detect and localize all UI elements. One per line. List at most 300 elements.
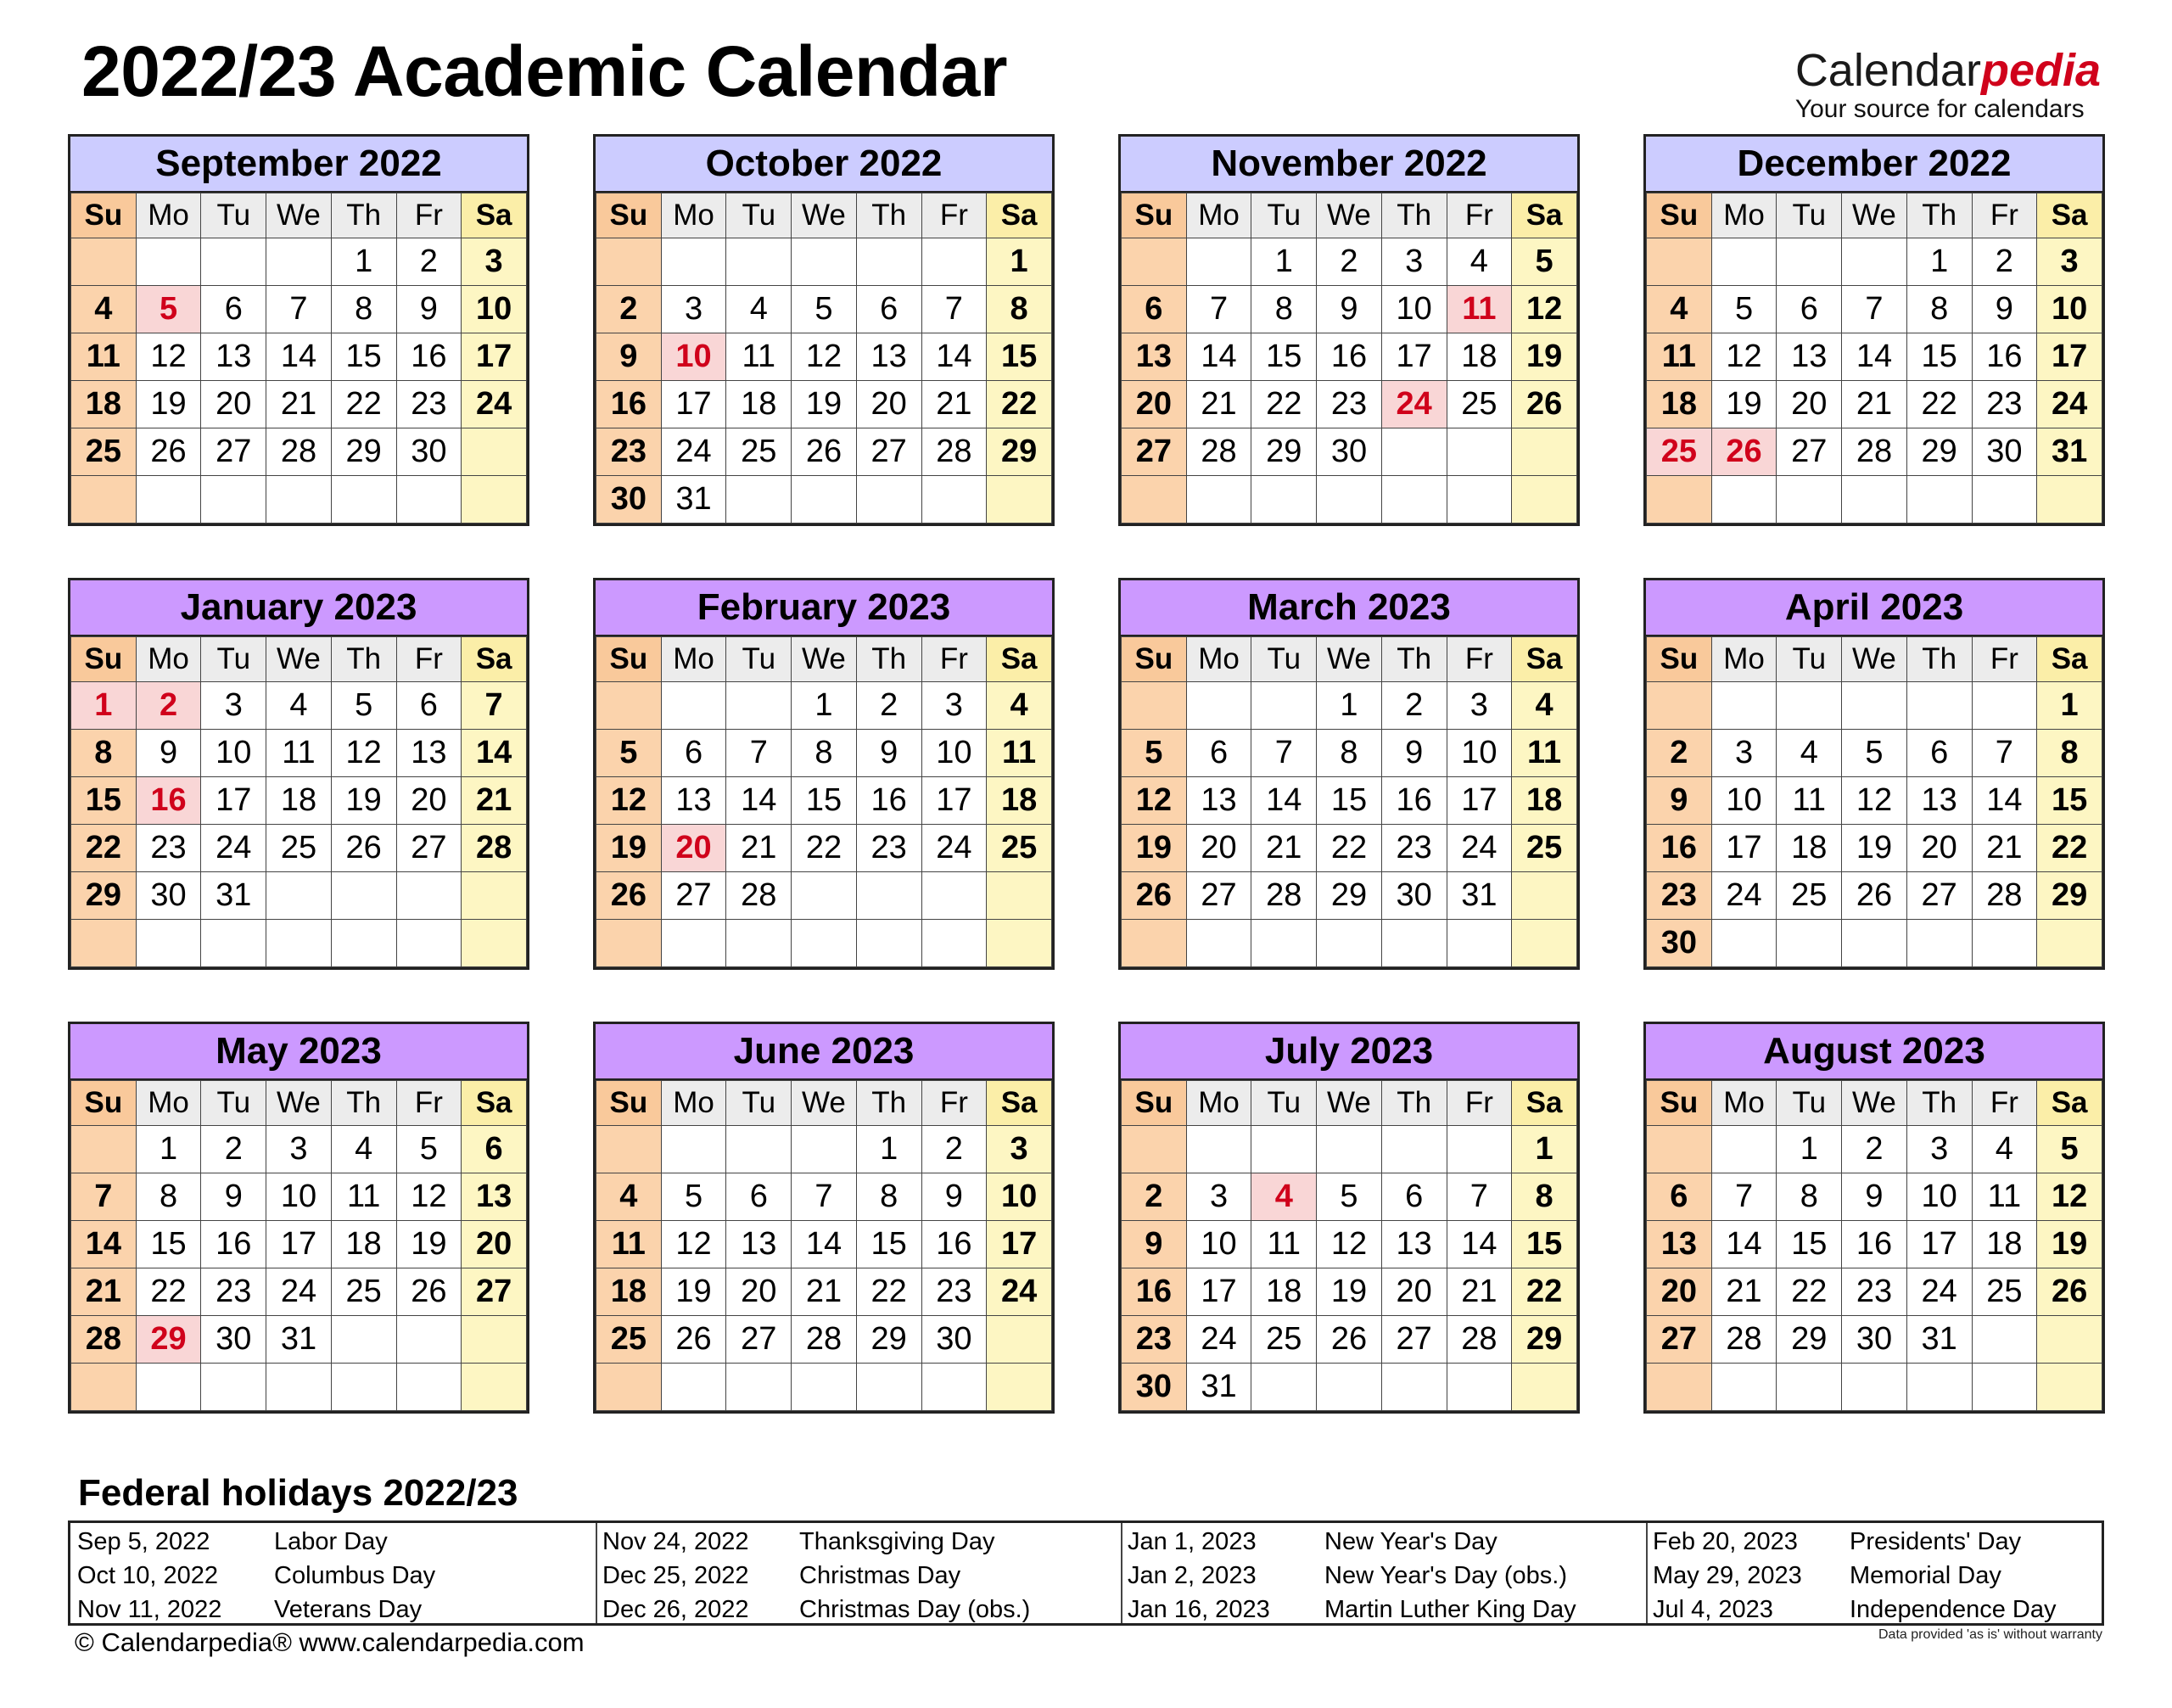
day-cell[interactable]: 22 bbox=[987, 381, 1052, 428]
day-cell[interactable]: 18 bbox=[1251, 1268, 1317, 1316]
day-cell[interactable]: 2 bbox=[136, 682, 201, 730]
day-cell[interactable]: 14 bbox=[1711, 1221, 1777, 1268]
day-cell[interactable]: 31 bbox=[201, 872, 266, 920]
day-cell[interactable]: 6 bbox=[1777, 286, 1842, 333]
day-cell[interactable]: 14 bbox=[1972, 777, 2037, 825]
day-cell[interactable]: 9 bbox=[1842, 1173, 1907, 1221]
day-cell[interactable]: 16 bbox=[1842, 1221, 1907, 1268]
day-cell[interactable]: 28 bbox=[1447, 1316, 1512, 1364]
day-cell[interactable]: 26 bbox=[1122, 872, 1187, 920]
brand-logo[interactable] bbox=[1794, 45, 2101, 123]
day-cell[interactable]: 22 bbox=[1251, 381, 1317, 428]
day-cell[interactable]: 14 bbox=[1447, 1221, 1512, 1268]
day-cell[interactable]: 30 bbox=[201, 1316, 266, 1364]
day-cell[interactable]: 20 bbox=[856, 381, 921, 428]
day-cell[interactable]: 29 bbox=[331, 428, 396, 476]
day-cell[interactable]: 24 bbox=[921, 825, 987, 872]
day-cell[interactable]: 31 bbox=[266, 1316, 332, 1364]
day-cell[interactable]: 30 bbox=[1122, 1364, 1187, 1411]
day-cell[interactable]: 7 bbox=[726, 730, 792, 777]
day-cell[interactable]: 22 bbox=[2037, 825, 2102, 872]
day-cell[interactable]: 21 bbox=[1842, 381, 1907, 428]
day-cell[interactable]: 12 bbox=[136, 333, 201, 381]
day-cell[interactable]: 23 bbox=[921, 1268, 987, 1316]
day-cell[interactable]: 30 bbox=[596, 476, 662, 524]
day-cell[interactable]: 7 bbox=[1711, 1173, 1777, 1221]
day-cell[interactable]: 1 bbox=[2037, 682, 2102, 730]
day-cell[interactable]: 5 bbox=[1317, 1173, 1382, 1221]
day-cell[interactable]: 19 bbox=[1842, 825, 1907, 872]
day-cell[interactable]: 25 bbox=[71, 428, 137, 476]
day-cell[interactable]: 3 bbox=[1186, 1173, 1251, 1221]
day-cell[interactable]: 10 bbox=[266, 1173, 332, 1221]
day-cell[interactable]: 1 bbox=[136, 1126, 201, 1173]
day-cell[interactable]: 14 bbox=[1842, 333, 1907, 381]
day-cell[interactable]: 28 bbox=[792, 1316, 857, 1364]
day-cell[interactable]: 25 bbox=[1777, 872, 1842, 920]
day-cell[interactable]: 23 bbox=[1122, 1316, 1187, 1364]
day-cell[interactable]: 4 bbox=[266, 682, 332, 730]
day-cell[interactable]: 2 bbox=[921, 1126, 987, 1173]
day-cell[interactable]: 13 bbox=[1647, 1221, 1712, 1268]
day-cell[interactable]: 3 bbox=[987, 1126, 1052, 1173]
day-cell[interactable]: 7 bbox=[792, 1173, 857, 1221]
day-cell[interactable]: 28 bbox=[1711, 1316, 1777, 1364]
day-cell[interactable]: 24 bbox=[266, 1268, 332, 1316]
day-cell[interactable]: 12 bbox=[331, 730, 396, 777]
day-cell[interactable]: 24 bbox=[2037, 381, 2102, 428]
day-cell[interactable]: 19 bbox=[1317, 1268, 1382, 1316]
day-cell[interactable]: 6 bbox=[726, 1173, 792, 1221]
day-cell[interactable]: 23 bbox=[1381, 825, 1447, 872]
day-cell[interactable]: 5 bbox=[1711, 286, 1777, 333]
day-cell[interactable]: 3 bbox=[462, 238, 527, 286]
day-cell[interactable]: 4 bbox=[1512, 682, 1577, 730]
day-cell[interactable]: 17 bbox=[266, 1221, 332, 1268]
day-cell[interactable]: 7 bbox=[462, 682, 527, 730]
day-cell[interactable]: 10 bbox=[1447, 730, 1512, 777]
day-cell[interactable]: 30 bbox=[921, 1316, 987, 1364]
day-cell[interactable]: 2 bbox=[1317, 238, 1382, 286]
day-cell[interactable]: 25 bbox=[596, 1316, 662, 1364]
day-cell[interactable]: 29 bbox=[987, 428, 1052, 476]
day-cell[interactable]: 7 bbox=[1186, 286, 1251, 333]
day-cell[interactable]: 7 bbox=[1842, 286, 1907, 333]
day-cell[interactable]: 7 bbox=[921, 286, 987, 333]
day-cell[interactable]: 12 bbox=[396, 1173, 462, 1221]
day-cell[interactable]: 23 bbox=[136, 825, 201, 872]
day-cell[interactable]: 23 bbox=[1647, 872, 1712, 920]
day-cell[interactable]: 16 bbox=[1317, 333, 1382, 381]
day-cell[interactable]: 24 bbox=[1186, 1316, 1251, 1364]
day-cell[interactable]: 27 bbox=[1122, 428, 1187, 476]
day-cell[interactable]: 29 bbox=[1317, 872, 1382, 920]
day-cell[interactable]: 16 bbox=[1647, 825, 1712, 872]
day-cell[interactable]: 16 bbox=[396, 333, 462, 381]
day-cell[interactable]: 8 bbox=[71, 730, 137, 777]
day-cell[interactable]: 25 bbox=[726, 428, 792, 476]
day-cell[interactable]: 11 bbox=[1447, 286, 1512, 333]
day-cell[interactable]: 12 bbox=[596, 777, 662, 825]
day-cell[interactable]: 2 bbox=[856, 682, 921, 730]
day-cell[interactable]: 9 bbox=[921, 1173, 987, 1221]
day-cell[interactable]: 11 bbox=[1512, 730, 1577, 777]
day-cell[interactable]: 6 bbox=[1381, 1173, 1447, 1221]
day-cell[interactable]: 13 bbox=[661, 777, 726, 825]
day-cell[interactable]: 20 bbox=[1186, 825, 1251, 872]
day-cell[interactable]: 29 bbox=[1512, 1316, 1577, 1364]
day-cell[interactable]: 25 bbox=[987, 825, 1052, 872]
day-cell[interactable]: 21 bbox=[921, 381, 987, 428]
day-cell[interactable]: 12 bbox=[2037, 1173, 2102, 1221]
day-cell[interactable]: 19 bbox=[792, 381, 857, 428]
day-cell[interactable]: 13 bbox=[462, 1173, 527, 1221]
day-cell[interactable]: 11 bbox=[1251, 1221, 1317, 1268]
day-cell[interactable]: 1 bbox=[1251, 238, 1317, 286]
day-cell[interactable]: 3 bbox=[1381, 238, 1447, 286]
day-cell[interactable]: 26 bbox=[331, 825, 396, 872]
day-cell[interactable]: 21 bbox=[1711, 1268, 1777, 1316]
day-cell[interactable]: 26 bbox=[1317, 1316, 1382, 1364]
day-cell[interactable]: 29 bbox=[1777, 1316, 1842, 1364]
day-cell[interactable]: 9 bbox=[201, 1173, 266, 1221]
day-cell[interactable]: 30 bbox=[1842, 1316, 1907, 1364]
day-cell[interactable]: 10 bbox=[462, 286, 527, 333]
day-cell[interactable]: 15 bbox=[1251, 333, 1317, 381]
day-cell[interactable]: 4 bbox=[1447, 238, 1512, 286]
day-cell[interactable]: 29 bbox=[2037, 872, 2102, 920]
day-cell[interactable]: 17 bbox=[987, 1221, 1052, 1268]
day-cell[interactable]: 29 bbox=[71, 872, 137, 920]
day-cell[interactable]: 5 bbox=[1122, 730, 1187, 777]
day-cell[interactable]: 21 bbox=[792, 1268, 857, 1316]
day-cell[interactable]: 2 bbox=[1381, 682, 1447, 730]
day-cell[interactable]: 12 bbox=[661, 1221, 726, 1268]
day-cell[interactable]: 12 bbox=[1317, 1221, 1382, 1268]
day-cell[interactable]: 26 bbox=[136, 428, 201, 476]
day-cell[interactable]: 3 bbox=[661, 286, 726, 333]
day-cell[interactable]: 8 bbox=[792, 730, 857, 777]
day-cell[interactable]: 12 bbox=[792, 333, 857, 381]
day-cell[interactable]: 12 bbox=[1842, 777, 1907, 825]
day-cell[interactable]: 5 bbox=[2037, 1126, 2102, 1173]
day-cell[interactable]: 26 bbox=[1711, 428, 1777, 476]
day-cell[interactable]: 6 bbox=[462, 1126, 527, 1173]
day-cell[interactable]: 30 bbox=[136, 872, 201, 920]
day-cell[interactable]: 27 bbox=[1906, 872, 1972, 920]
day-cell[interactable]: 1 bbox=[331, 238, 396, 286]
day-cell[interactable]: 14 bbox=[71, 1221, 137, 1268]
day-cell[interactable]: 26 bbox=[2037, 1268, 2102, 1316]
day-cell[interactable]: 10 bbox=[1906, 1173, 1972, 1221]
day-cell[interactable]: 10 bbox=[1711, 777, 1777, 825]
day-cell[interactable]: 2 bbox=[396, 238, 462, 286]
day-cell[interactable]: 12 bbox=[1512, 286, 1577, 333]
day-cell[interactable]: 17 bbox=[2037, 333, 2102, 381]
day-cell[interactable]: 19 bbox=[396, 1221, 462, 1268]
day-cell[interactable]: 3 bbox=[1906, 1126, 1972, 1173]
day-cell[interactable]: 24 bbox=[1381, 381, 1447, 428]
day-cell[interactable]: 10 bbox=[921, 730, 987, 777]
day-cell[interactable]: 6 bbox=[396, 682, 462, 730]
day-cell[interactable]: 19 bbox=[661, 1268, 726, 1316]
day-cell[interactable]: 20 bbox=[1906, 825, 1972, 872]
day-cell[interactable]: 4 bbox=[726, 286, 792, 333]
day-cell[interactable]: 11 bbox=[71, 333, 137, 381]
day-cell[interactable]: 27 bbox=[1647, 1316, 1712, 1364]
day-cell[interactable]: 15 bbox=[1512, 1221, 1577, 1268]
day-cell[interactable]: 27 bbox=[201, 428, 266, 476]
day-cell[interactable]: 17 bbox=[1906, 1221, 1972, 1268]
day-cell[interactable]: 30 bbox=[1381, 872, 1447, 920]
day-cell[interactable]: 16 bbox=[596, 381, 662, 428]
day-cell[interactable]: 26 bbox=[596, 872, 662, 920]
day-cell[interactable]: 11 bbox=[331, 1173, 396, 1221]
day-cell[interactable]: 9 bbox=[1647, 777, 1712, 825]
day-cell[interactable]: 15 bbox=[987, 333, 1052, 381]
day-cell[interactable]: 21 bbox=[1251, 825, 1317, 872]
day-cell[interactable]: 14 bbox=[1186, 333, 1251, 381]
day-cell[interactable]: 7 bbox=[266, 286, 332, 333]
day-cell[interactable]: 29 bbox=[856, 1316, 921, 1364]
day-cell[interactable]: 18 bbox=[1647, 381, 1712, 428]
day-cell[interactable]: 7 bbox=[1251, 730, 1317, 777]
day-cell[interactable]: 13 bbox=[726, 1221, 792, 1268]
day-cell[interactable]: 28 bbox=[462, 825, 527, 872]
day-cell[interactable]: 5 bbox=[596, 730, 662, 777]
day-cell[interactable]: 13 bbox=[396, 730, 462, 777]
day-cell[interactable]: 5 bbox=[136, 286, 201, 333]
day-cell[interactable]: 27 bbox=[1777, 428, 1842, 476]
day-cell[interactable]: 3 bbox=[201, 682, 266, 730]
day-cell[interactable]: 6 bbox=[661, 730, 726, 777]
day-cell[interactable]: 31 bbox=[2037, 428, 2102, 476]
day-cell[interactable]: 10 bbox=[201, 730, 266, 777]
day-cell[interactable]: 18 bbox=[1447, 333, 1512, 381]
day-cell[interactable]: 2 bbox=[1647, 730, 1712, 777]
day-cell[interactable]: 18 bbox=[1777, 825, 1842, 872]
day-cell[interactable]: 3 bbox=[1711, 730, 1777, 777]
day-cell[interactable]: 9 bbox=[596, 333, 662, 381]
day-cell[interactable]: 15 bbox=[2037, 777, 2102, 825]
day-cell[interactable]: 28 bbox=[266, 428, 332, 476]
day-cell[interactable]: 18 bbox=[596, 1268, 662, 1316]
day-cell[interactable]: 7 bbox=[1447, 1173, 1512, 1221]
day-cell[interactable]: 13 bbox=[1186, 777, 1251, 825]
day-cell[interactable]: 17 bbox=[1711, 825, 1777, 872]
day-cell[interactable]: 29 bbox=[136, 1316, 201, 1364]
day-cell[interactable]: 19 bbox=[1122, 825, 1187, 872]
day-cell[interactable]: 25 bbox=[266, 825, 332, 872]
day-cell[interactable]: 5 bbox=[792, 286, 857, 333]
day-cell[interactable]: 23 bbox=[201, 1268, 266, 1316]
day-cell[interactable]: 21 bbox=[71, 1268, 137, 1316]
day-cell[interactable]: 20 bbox=[1777, 381, 1842, 428]
day-cell[interactable]: 15 bbox=[1777, 1221, 1842, 1268]
day-cell[interactable]: 23 bbox=[596, 428, 662, 476]
day-cell[interactable]: 5 bbox=[1512, 238, 1577, 286]
day-cell[interactable]: 4 bbox=[596, 1173, 662, 1221]
day-cell[interactable]: 17 bbox=[921, 777, 987, 825]
day-cell[interactable]: 14 bbox=[921, 333, 987, 381]
day-cell[interactable]: 30 bbox=[396, 428, 462, 476]
day-cell[interactable]: 6 bbox=[1647, 1173, 1712, 1221]
day-cell[interactable]: 13 bbox=[856, 333, 921, 381]
day-cell[interactable]: 6 bbox=[856, 286, 921, 333]
day-cell[interactable]: 13 bbox=[1381, 1221, 1447, 1268]
day-cell[interactable]: 31 bbox=[1906, 1316, 1972, 1364]
day-cell[interactable]: 1 bbox=[1777, 1126, 1842, 1173]
day-cell[interactable]: 6 bbox=[1122, 286, 1187, 333]
day-cell[interactable]: 1 bbox=[71, 682, 137, 730]
day-cell[interactable]: 31 bbox=[661, 476, 726, 524]
day-cell[interactable]: 15 bbox=[331, 333, 396, 381]
day-cell[interactable]: 28 bbox=[71, 1316, 137, 1364]
day-cell[interactable]: 24 bbox=[1711, 872, 1777, 920]
day-cell[interactable]: 10 bbox=[1381, 286, 1447, 333]
day-cell[interactable]: 17 bbox=[1186, 1268, 1251, 1316]
day-cell[interactable]: 8 bbox=[136, 1173, 201, 1221]
day-cell[interactable]: 16 bbox=[856, 777, 921, 825]
day-cell[interactable]: 20 bbox=[1122, 381, 1187, 428]
day-cell[interactable]: 19 bbox=[136, 381, 201, 428]
day-cell[interactable]: 5 bbox=[661, 1173, 726, 1221]
day-cell[interactable]: 11 bbox=[1972, 1173, 2037, 1221]
day-cell[interactable]: 19 bbox=[2037, 1221, 2102, 1268]
day-cell[interactable]: 4 bbox=[1251, 1173, 1317, 1221]
day-cell[interactable]: 28 bbox=[1842, 428, 1907, 476]
day-cell[interactable]: 12 bbox=[1711, 333, 1777, 381]
day-cell[interactable]: 25 bbox=[1251, 1316, 1317, 1364]
day-cell[interactable]: 11 bbox=[1647, 333, 1712, 381]
day-cell[interactable]: 17 bbox=[1381, 333, 1447, 381]
day-cell[interactable]: 24 bbox=[1447, 825, 1512, 872]
day-cell[interactable]: 29 bbox=[1906, 428, 1972, 476]
day-cell[interactable]: 8 bbox=[856, 1173, 921, 1221]
day-cell[interactable]: 16 bbox=[1122, 1268, 1187, 1316]
day-cell[interactable]: 4 bbox=[1777, 730, 1842, 777]
day-cell[interactable]: 17 bbox=[201, 777, 266, 825]
day-cell[interactable]: 26 bbox=[1842, 872, 1907, 920]
day-cell[interactable]: 1 bbox=[1512, 1126, 1577, 1173]
day-cell[interactable]: 7 bbox=[1972, 730, 2037, 777]
day-cell[interactable]: 22 bbox=[71, 825, 137, 872]
day-cell[interactable]: 8 bbox=[2037, 730, 2102, 777]
day-cell[interactable]: 31 bbox=[1186, 1364, 1251, 1411]
day-cell[interactable]: 30 bbox=[1317, 428, 1382, 476]
day-cell[interactable]: 2 bbox=[1122, 1173, 1187, 1221]
day-cell[interactable]: 3 bbox=[921, 682, 987, 730]
day-cell[interactable]: 8 bbox=[1512, 1173, 1577, 1221]
day-cell[interactable]: 1 bbox=[1906, 238, 1972, 286]
day-cell[interactable]: 4 bbox=[1647, 286, 1712, 333]
day-cell[interactable]: 22 bbox=[792, 825, 857, 872]
day-cell[interactable]: 18 bbox=[1972, 1221, 2037, 1268]
day-cell[interactable]: 13 bbox=[1777, 333, 1842, 381]
day-cell[interactable]: 18 bbox=[726, 381, 792, 428]
day-cell[interactable]: 28 bbox=[1251, 872, 1317, 920]
day-cell[interactable]: 20 bbox=[396, 777, 462, 825]
day-cell[interactable]: 6 bbox=[1906, 730, 1972, 777]
day-cell[interactable]: 4 bbox=[331, 1126, 396, 1173]
day-cell[interactable]: 22 bbox=[331, 381, 396, 428]
day-cell[interactable]: 15 bbox=[792, 777, 857, 825]
day-cell[interactable]: 22 bbox=[1317, 825, 1382, 872]
day-cell[interactable]: 8 bbox=[331, 286, 396, 333]
day-cell[interactable]: 11 bbox=[987, 730, 1052, 777]
day-cell[interactable]: 27 bbox=[462, 1268, 527, 1316]
day-cell[interactable]: 14 bbox=[792, 1221, 857, 1268]
day-cell[interactable]: 18 bbox=[71, 381, 137, 428]
day-cell[interactable]: 28 bbox=[1186, 428, 1251, 476]
day-cell[interactable]: 11 bbox=[726, 333, 792, 381]
day-cell[interactable]: 2 bbox=[596, 286, 662, 333]
day-cell[interactable]: 6 bbox=[201, 286, 266, 333]
day-cell[interactable]: 27 bbox=[726, 1316, 792, 1364]
day-cell[interactable]: 21 bbox=[1972, 825, 2037, 872]
day-cell[interactable]: 17 bbox=[661, 381, 726, 428]
day-cell[interactable]: 7 bbox=[71, 1173, 137, 1221]
day-cell[interactable]: 16 bbox=[136, 777, 201, 825]
day-cell[interactable]: 15 bbox=[136, 1221, 201, 1268]
day-cell[interactable]: 10 bbox=[2037, 286, 2102, 333]
day-cell[interactable]: 17 bbox=[462, 333, 527, 381]
day-cell[interactable]: 18 bbox=[266, 777, 332, 825]
day-cell[interactable]: 19 bbox=[1711, 381, 1777, 428]
day-cell[interactable]: 12 bbox=[1122, 777, 1187, 825]
day-cell[interactable]: 19 bbox=[331, 777, 396, 825]
day-cell[interactable]: 15 bbox=[1317, 777, 1382, 825]
day-cell[interactable]: 20 bbox=[726, 1268, 792, 1316]
day-cell[interactable]: 18 bbox=[987, 777, 1052, 825]
day-cell[interactable]: 10 bbox=[661, 333, 726, 381]
day-cell[interactable]: 9 bbox=[396, 286, 462, 333]
day-cell[interactable]: 20 bbox=[201, 381, 266, 428]
day-cell[interactable]: 26 bbox=[1512, 381, 1577, 428]
day-cell[interactable]: 1 bbox=[792, 682, 857, 730]
day-cell[interactable]: 25 bbox=[1447, 381, 1512, 428]
day-cell[interactable]: 9 bbox=[136, 730, 201, 777]
day-cell[interactable]: 22 bbox=[136, 1268, 201, 1316]
day-cell[interactable]: 21 bbox=[726, 825, 792, 872]
day-cell[interactable]: 21 bbox=[1186, 381, 1251, 428]
day-cell[interactable]: 25 bbox=[1512, 825, 1577, 872]
day-cell[interactable]: 18 bbox=[1512, 777, 1577, 825]
day-cell[interactable]: 8 bbox=[1777, 1173, 1842, 1221]
day-cell[interactable]: 14 bbox=[462, 730, 527, 777]
day-cell[interactable]: 26 bbox=[396, 1268, 462, 1316]
day-cell[interactable]: 25 bbox=[1647, 428, 1712, 476]
day-cell[interactable]: 4 bbox=[71, 286, 137, 333]
day-cell[interactable]: 3 bbox=[266, 1126, 332, 1173]
day-cell[interactable]: 8 bbox=[1906, 286, 1972, 333]
day-cell[interactable]: 10 bbox=[987, 1173, 1052, 1221]
day-cell[interactable]: 2 bbox=[1972, 238, 2037, 286]
day-cell[interactable]: 23 bbox=[856, 825, 921, 872]
day-cell[interactable]: 10 bbox=[1186, 1221, 1251, 1268]
day-cell[interactable]: 28 bbox=[921, 428, 987, 476]
day-cell[interactable]: 24 bbox=[661, 428, 726, 476]
day-cell[interactable]: 22 bbox=[856, 1268, 921, 1316]
day-cell[interactable]: 24 bbox=[201, 825, 266, 872]
day-cell[interactable]: 30 bbox=[1972, 428, 2037, 476]
day-cell[interactable]: 24 bbox=[462, 381, 527, 428]
day-cell[interactable]: 14 bbox=[266, 333, 332, 381]
day-cell[interactable]: 3 bbox=[1447, 682, 1512, 730]
day-cell[interactable]: 1 bbox=[856, 1126, 921, 1173]
day-cell[interactable]: 23 bbox=[396, 381, 462, 428]
day-cell[interactable]: 11 bbox=[596, 1221, 662, 1268]
